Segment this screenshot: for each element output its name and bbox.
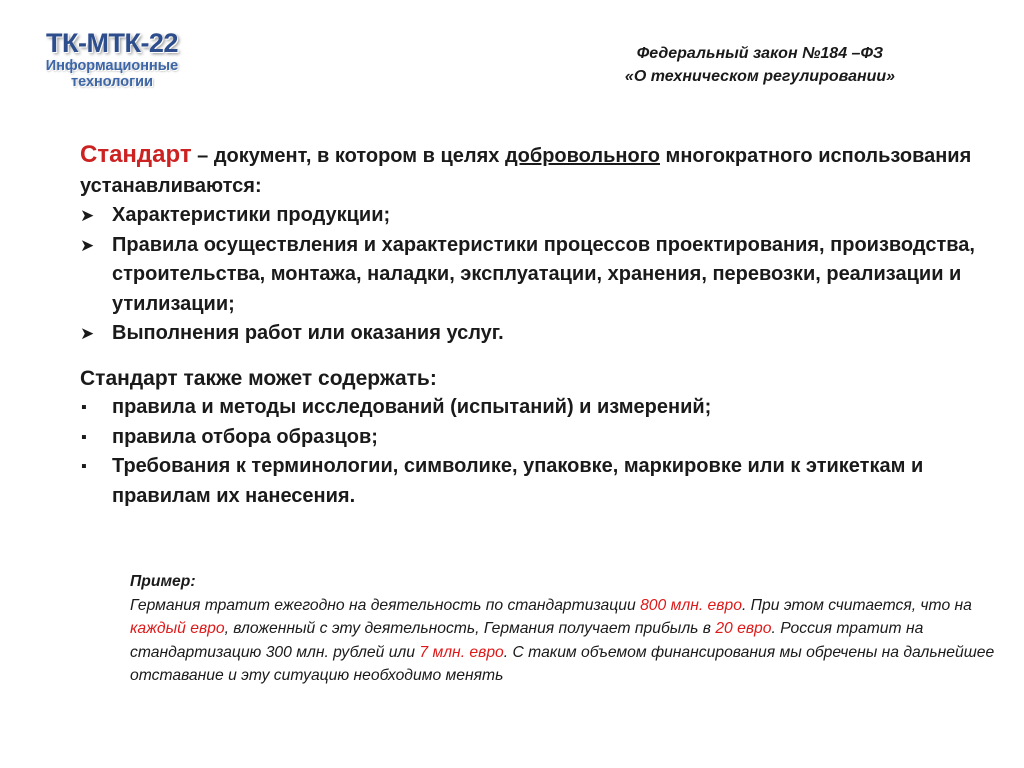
example-highlight: 800 млн. евро (640, 596, 742, 614)
example-block (130, 570, 1010, 688)
also-heading: Стандарт также может содержать: (80, 366, 437, 390)
logo-title: ТК-МТК-22 (46, 28, 178, 58)
definition-term: Стандарт (80, 141, 192, 168)
example-segment: . С таким объемом финансирования мы обречены на дальнейшее отставание и эту ситуацию необходимо менять (130, 643, 995, 685)
list-item-text: Выполнения работ или оказания услуг. (112, 322, 504, 344)
law-title-line2: «О техническом регулировании» (624, 68, 896, 85)
list-item (80, 201, 980, 231)
example-segment: Германия тратит ежегодно на деятельность по стандартизации (130, 596, 641, 614)
characteristics-list (80, 201, 980, 349)
arrow-bullet-icon: ➤ (80, 206, 95, 225)
list-item-text: правила и методы исследований (испытаний) и измерений; (112, 396, 712, 418)
list-item (80, 423, 980, 453)
square-bullet-icon: ▪ (81, 428, 87, 446)
slide-content (80, 140, 980, 511)
list-item (80, 452, 980, 511)
example-segment: . При этом считается, что на (741, 596, 972, 614)
definition-paragraph (80, 140, 980, 201)
list-item-text: Правила осуществления и характеристики процессов проектирования, производства, строительства, монтажа, наладки, эксплуатации, хранения, перевозки, реализации и утилизации; (112, 233, 975, 315)
logo-subtitle-line1: Информационные (45, 58, 179, 74)
example-segment: , вложенный с эту деятельность, Германия получает прибыль в (224, 620, 716, 638)
law-title (520, 42, 1000, 88)
arrow-bullet-icon: ➤ (80, 235, 95, 255)
list-item-text: Требования к терминологии, символике, упаковке, маркировке или к этикеткам и правилам их нанесения. (112, 455, 924, 507)
definition-text-before: – документ, в котором в целях (191, 145, 505, 167)
list-item (80, 319, 980, 349)
list-item-text: правила отбора образцов; (112, 425, 378, 448)
list-item (80, 231, 980, 320)
example-text (130, 594, 1010, 688)
example-highlight: 20 евро (715, 620, 772, 638)
definition-underlined: добровольного (504, 145, 660, 167)
arrow-bullet-icon: ➤ (80, 324, 95, 343)
list-item (80, 393, 980, 423)
example-title: Пример: (130, 573, 196, 590)
example-highlight: 7 млн. евро (419, 643, 504, 661)
example-segment: . Россия тратит на стандартизацию 300 млн. рублей или (130, 620, 924, 661)
logo (32, 28, 192, 90)
law-title-line1: Федеральный закон №184 –ФЗ (636, 45, 884, 62)
definition-text-after: многократного использования устанавливаются: (80, 145, 972, 197)
list-item-text: Характеристики продукции; (112, 204, 391, 226)
logo-subtitle-line2: технологии (70, 74, 154, 90)
also-list (80, 393, 980, 511)
example-highlight: каждый евро (130, 620, 225, 638)
square-bullet-icon: ▪ (81, 458, 87, 475)
square-bullet-icon: ▪ (81, 399, 87, 416)
